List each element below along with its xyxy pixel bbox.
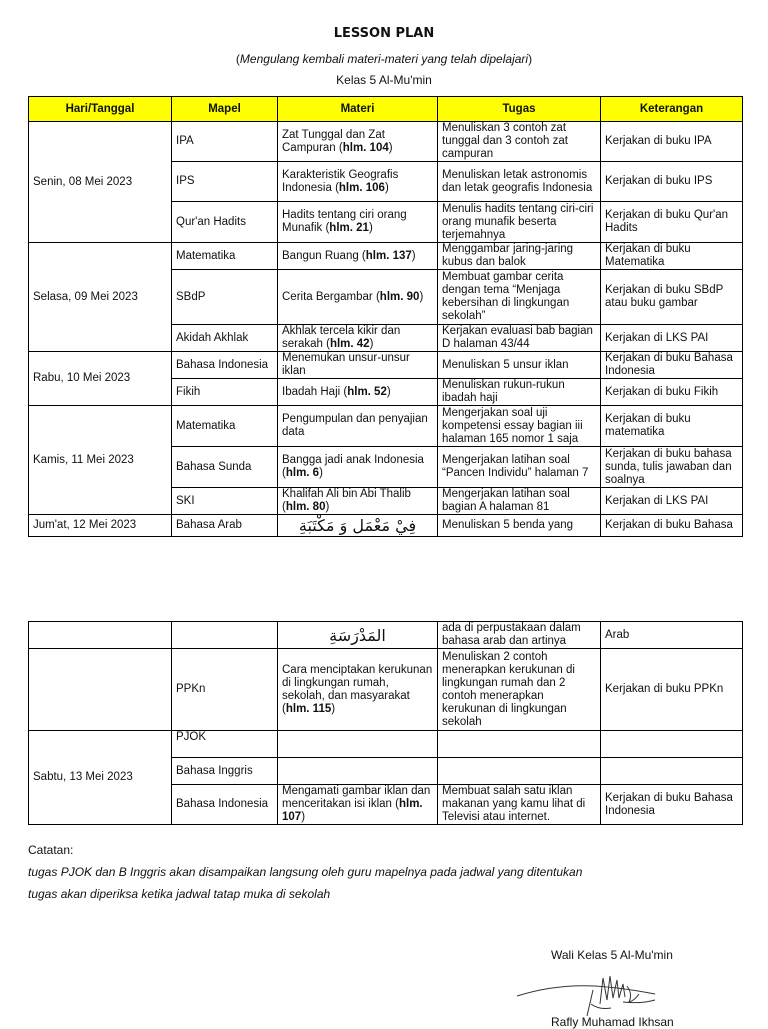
materi-cell bbox=[278, 352, 438, 379]
materi-cell bbox=[278, 758, 438, 785]
materi-end: ) bbox=[325, 501, 330, 513]
materi-cell bbox=[278, 122, 438, 162]
day-cell: Kamis, 11 Mei 2023 bbox=[29, 406, 172, 515]
page-ref: hlm. 137 bbox=[365, 249, 412, 262]
page-ref: hlm. 21 bbox=[329, 222, 369, 234]
mapel-cell: Bahasa Sunda bbox=[172, 447, 278, 488]
materi-text: Karakteristik Geografis Indonesia ( bbox=[282, 168, 399, 194]
mapel-cell: Bahasa Inggris bbox=[172, 758, 278, 785]
document-title: LESSON PLAN bbox=[333, 26, 435, 41]
materi-end: ) bbox=[331, 702, 336, 715]
materi-end: ) bbox=[369, 338, 374, 350]
header-hari: Hari/Tanggal bbox=[29, 97, 172, 122]
mapel-cell: Bahasa Indonesia bbox=[172, 785, 278, 825]
keterangan-cell: Kerjakan di buku matematika bbox=[601, 406, 743, 447]
materi-end: ) bbox=[384, 181, 389, 194]
table-row bbox=[29, 243, 743, 270]
keterangan-cell: Kerjakan di LKS PAI bbox=[601, 488, 743, 515]
mapel-cell: Bahasa Indonesia bbox=[172, 352, 278, 379]
keterangan-cell: Kerjakan di buku PPKn bbox=[601, 649, 743, 731]
materi-cell-arabic: المَدْرَسَةِ bbox=[278, 622, 438, 649]
materi-cell bbox=[278, 162, 438, 202]
table-row bbox=[29, 515, 743, 537]
keterangan-cell: Kerjakan di buku Bahasa Indonesia bbox=[601, 785, 743, 825]
tugas-cell: Menuliskan rukun-rukun ibadah haji bbox=[438, 379, 601, 406]
mapel-cell: Bahasa Arab bbox=[172, 515, 278, 537]
materi-cell bbox=[278, 270, 438, 325]
class-name: Kelas 5 Al-Mu'min bbox=[336, 73, 432, 87]
materi-text: Khalifah Ali bin Abi Thalib ( bbox=[282, 488, 411, 513]
tugas-cell: Membuat gambar cerita dengan tema “Menjaga kebersihan di lingkungan sekolah” bbox=[438, 270, 601, 325]
header-mapel: Mapel bbox=[172, 97, 278, 122]
materi-end: ) bbox=[386, 385, 391, 398]
materi-text: Bangga jadi anak Indonesia ( bbox=[282, 454, 424, 479]
day-cell: Jum'at, 12 Mei 2023 bbox=[29, 515, 172, 537]
tugas-cell: Menggambar jaring-jaring kubus dan balok bbox=[438, 243, 601, 270]
keterangan-cell: Kerjakan di buku IPA bbox=[601, 122, 743, 162]
mapel-cell bbox=[172, 622, 278, 649]
day-cell-empty bbox=[29, 622, 172, 649]
materi-cell bbox=[278, 202, 438, 243]
lesson-plan-table bbox=[28, 96, 743, 537]
tugas-cell: Menuliskan 3 contoh zat tunggal dan 3 contoh zat campuran bbox=[438, 122, 601, 162]
lesson-plan-table-continued bbox=[28, 621, 743, 825]
subtitle-close: ) bbox=[528, 52, 533, 66]
materi-text: Hadits tentang ciri orang Munafik ( bbox=[282, 209, 407, 234]
document-subtitle bbox=[0, 52, 768, 66]
materi-end: ) bbox=[419, 290, 424, 303]
tugas-cell: Mengerjakan latihan soal bagian A halaman 81 bbox=[438, 488, 601, 515]
signature-name: Rafly Muhamad Ikhsan bbox=[551, 1015, 674, 1029]
page-ref: hlm. 90 bbox=[379, 290, 420, 303]
table-header-row bbox=[29, 97, 743, 122]
tugas-cell: Menuliskan letak astronomis dan letak geografis Indonesia bbox=[438, 162, 601, 202]
mapel-cell: Matematika bbox=[172, 243, 278, 270]
tugas-cell: Menuliskan 5 benda yang bbox=[438, 515, 601, 537]
keterangan-cell: Kerjakan di buku bahasa sunda, tulis jawaban dan soalnya bbox=[601, 447, 743, 488]
notes-label: Catatan: bbox=[28, 843, 74, 857]
keterangan-cell: Kerjakan di buku IPS bbox=[601, 162, 743, 202]
materi-end: ) bbox=[388, 141, 393, 154]
materi-cell bbox=[278, 406, 438, 447]
tugas-cell bbox=[438, 758, 601, 785]
keterangan-cell: Kerjakan di buku Qur'an Hadits bbox=[601, 202, 743, 243]
mapel-cell: SKI bbox=[172, 488, 278, 515]
tugas-cell: Mengerjakan latihan soal “Pancen Individu” halaman 7 bbox=[438, 447, 601, 488]
page-ref: hlm. 107 bbox=[282, 798, 423, 823]
day-cell: Selasa, 09 Mei 2023 bbox=[29, 243, 172, 352]
keterangan-cell: Kerjakan di buku Matematika bbox=[601, 243, 743, 270]
day-cell-empty bbox=[29, 649, 172, 731]
table-row bbox=[29, 622, 743, 649]
handwritten-signature bbox=[515, 964, 665, 1022]
notes-section bbox=[28, 843, 582, 909]
keterangan-cell bbox=[601, 731, 743, 758]
materi-cell bbox=[278, 325, 438, 352]
tugas-cell: Membuat salah satu iklan makanan yang kamu lihat di Televisi atau internet. bbox=[438, 785, 601, 825]
mapel-cell: SBdP bbox=[172, 270, 278, 325]
table-row bbox=[29, 731, 743, 758]
materi-cell bbox=[278, 731, 438, 758]
materi-text: Cerita Bergambar ( bbox=[282, 290, 380, 303]
keterangan-cell: Kerjakan di buku Bahasa bbox=[601, 515, 743, 537]
materi-cell bbox=[278, 649, 438, 731]
materi-end: ) bbox=[319, 467, 323, 479]
materi-end: ) bbox=[368, 222, 373, 234]
mapel-cell: Qur'an Hadits bbox=[172, 202, 278, 243]
keterangan-cell: Kerjakan di buku Fikih bbox=[601, 379, 743, 406]
materi-cell bbox=[278, 447, 438, 488]
materi-end: ) bbox=[411, 249, 416, 262]
day-cell: Rabu, 10 Mei 2023 bbox=[29, 352, 172, 406]
materi-text: Zat Tunggal dan Zat Campuran ( bbox=[282, 128, 385, 154]
day-cell: Sabtu, 13 Mei 2023 bbox=[29, 731, 172, 825]
materi-cell bbox=[278, 785, 438, 825]
table-row bbox=[29, 406, 743, 447]
mapel-cell: PPKn bbox=[172, 649, 278, 731]
materi-cell bbox=[278, 243, 438, 270]
signature-role: Wali Kelas 5 Al-Mu'min bbox=[551, 948, 673, 962]
materi-text: Akhlak tercela kikir dan serakah ( bbox=[282, 325, 401, 350]
mapel-cell: PJOK bbox=[172, 731, 278, 758]
materi-end: ) bbox=[301, 811, 306, 823]
subtitle-open: ( bbox=[235, 52, 240, 66]
tugas-cell: ada di perpustakaan dalam bahasa arab dan artinya bbox=[438, 622, 601, 649]
tugas-cell: Mengerjakan soal uji kompetensi essay bagian iii halaman 165 nomor 1 saja bbox=[438, 406, 601, 447]
materi-text: Bangun Ruang ( bbox=[282, 249, 366, 262]
page-ref: hlm. 80 bbox=[285, 501, 326, 513]
keterangan-cell: Arab bbox=[601, 622, 743, 649]
mapel-cell: IPA bbox=[172, 122, 278, 162]
page-ref: hlm. 42 bbox=[329, 338, 370, 350]
page-ref: hlm. 6 bbox=[285, 467, 320, 479]
table-row bbox=[29, 352, 743, 379]
header-materi: Materi bbox=[278, 97, 438, 122]
subtitle-text: Mengulang kembali materi-materi yang telah dipelajari bbox=[239, 52, 529, 66]
mapel-cell: Akidah Akhlak bbox=[172, 325, 278, 352]
page-ref: hlm. 106 bbox=[338, 181, 385, 194]
keterangan-cell: Kerjakan di buku SBdP atau buku gambar bbox=[601, 270, 743, 325]
materi-cell bbox=[278, 379, 438, 406]
mapel-cell: IPS bbox=[172, 162, 278, 202]
tugas-cell: Menulis hadits tentang ciri-ciri orang munafik beserta terjemahnya bbox=[438, 202, 601, 243]
materi-text: Pengumpulan dan penyajian data bbox=[282, 413, 428, 438]
mapel-cell: Matematika bbox=[172, 406, 278, 447]
tugas-cell bbox=[438, 731, 601, 758]
notes-line-2: tugas akan diperiksa ketika jadwal tatap muka di sekolah bbox=[28, 887, 331, 901]
materi-text: Ibadah Haji ( bbox=[282, 385, 348, 398]
table-row bbox=[29, 649, 743, 731]
day-cell: Senin, 08 Mei 2023 bbox=[29, 122, 172, 243]
materi-text: Mengamati gambar iklan dan menceritakan isi iklan ( bbox=[282, 785, 431, 810]
mapel-cell: Fikih bbox=[172, 379, 278, 406]
table-row bbox=[29, 122, 743, 162]
materi-text: Menemukan unsur-unsur iklan bbox=[282, 352, 410, 377]
tugas-cell: Kerjakan evaluasi bab bagian D halaman 43/44 bbox=[438, 325, 601, 352]
tugas-cell: Menuliskan 5 unsur iklan bbox=[438, 352, 601, 379]
page-ref: hlm. 52 bbox=[347, 385, 387, 398]
page-ref: hlm. 104 bbox=[342, 141, 389, 154]
header-tugas: Tugas bbox=[438, 97, 601, 122]
materi-cell bbox=[278, 488, 438, 515]
keterangan-cell bbox=[601, 758, 743, 785]
keterangan-cell: Kerjakan di buku Bahasa Indonesia bbox=[601, 352, 743, 379]
materi-text: Cara menciptakan kerukunan di lingkungan rumah, sekolah, dan masyarakat ( bbox=[282, 663, 433, 715]
materi-cell-arabic: فِيْ مَعْمَل وَ مَكْتَبَةِ bbox=[278, 515, 438, 537]
keterangan-cell: Kerjakan di LKS PAI bbox=[601, 325, 743, 352]
header-keterangan: Keterangan bbox=[601, 97, 743, 122]
notes-line-1: tugas PJOK dan B Inggris akan disampaikan langsung oleh guru mapelnya pada jadwal yang ditentukan bbox=[28, 865, 583, 879]
page-ref: hlm. 115 bbox=[285, 702, 332, 715]
tugas-cell: Menuliskan 2 contoh menerapkan kerukunan di lingkungan rumah dan 2 contoh menerapkan kerukunan di lingkungan sekolah bbox=[438, 649, 601, 731]
